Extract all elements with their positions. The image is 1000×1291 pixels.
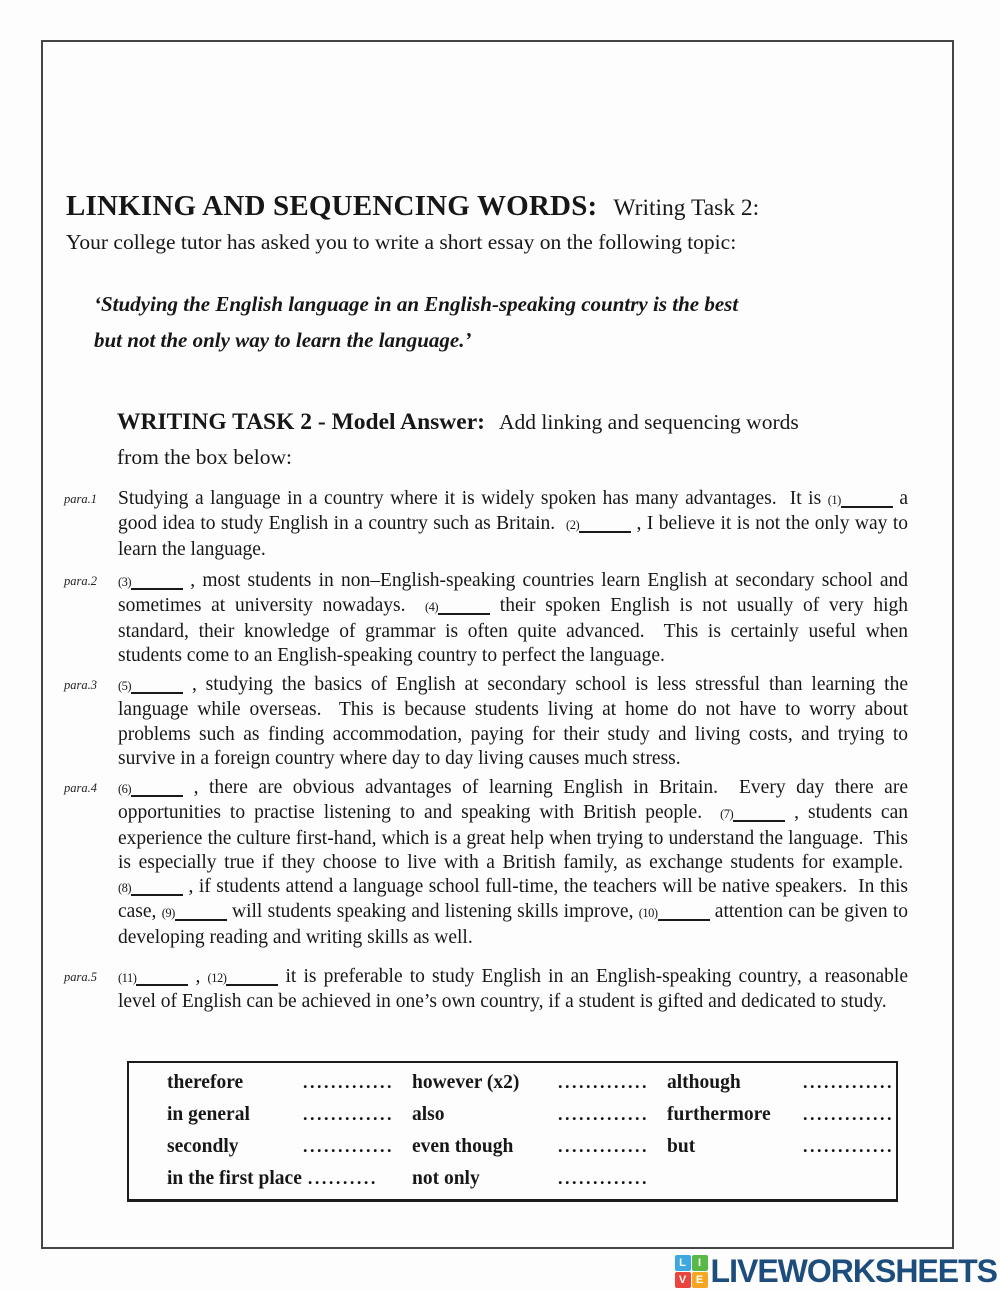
blank-number: (11) (118, 971, 137, 985)
word-box-cell (167, 1168, 412, 1200)
blank-line[interactable] (841, 502, 893, 508)
word-option: also (412, 1104, 445, 1125)
blank-number: (10) (638, 906, 658, 921)
dotted-line: ............. (558, 1072, 649, 1092)
word-box (127, 1061, 898, 1202)
word-box-cell (667, 1136, 894, 1168)
blank-line[interactable] (733, 816, 785, 822)
blank-5[interactable] (118, 674, 183, 695)
word-option: in general (167, 1104, 250, 1125)
para-label-5: para.5 (64, 970, 97, 984)
task-heading-line2: from the box below: (117, 445, 292, 469)
task-heading-line1 (117, 406, 799, 441)
title-main: LINKING AND SEQUENCING WORDS: (66, 190, 598, 222)
intro-line: Your college tutor has asked you to write a short essay on the following topic: (66, 230, 737, 254)
blank-line[interactable] (226, 980, 278, 986)
blank-number: (7) (720, 807, 734, 822)
blank-number: (4) (424, 600, 439, 615)
logo-square-i: I (692, 1255, 708, 1271)
page-title (66, 190, 759, 223)
blank-number: (9) (161, 906, 175, 921)
paragraph-1: Studying a language in a country where it is widely spoken has many advantages. It is (1) a good idea to study English in a country such as Britain. (2) , I believe it is not the only way to learn the language. (118, 488, 909, 560)
blank-4[interactable] (425, 595, 490, 616)
dotted-line: ............. (803, 1136, 894, 1156)
word-option: furthermore (667, 1104, 771, 1125)
blank-number: (3) (118, 575, 132, 589)
blank-11[interactable] (118, 966, 188, 987)
word-option: secondly (167, 1136, 239, 1157)
blank-line[interactable] (175, 915, 227, 921)
blank-line[interactable] (136, 980, 188, 986)
blank-9[interactable] (162, 901, 227, 922)
blank-number: (1) (827, 493, 841, 507)
paragraph-4: (6) , there are obvious advantages of learning English in Britain. Every day there are opportunities to practise listening to and speaking with British people. (7) , students can experience the culture first-hand, which is a great help when trying to understand the language. This is especially true if they choose to live with a British family, as exchange students for example. (8) , if students attend a language school full-time, the teachers will be native speakers. In this case, (9) will students speaking and listening skills improve, (10) attention can be given to developing reading and writing skills as well. (118, 777, 908, 948)
blank-10[interactable] (639, 901, 710, 922)
quote-line-2: but not the only way to learn the language.’ (94, 328, 472, 352)
blank-8[interactable] (118, 876, 183, 897)
blank-3[interactable] (118, 570, 183, 591)
dotted-line: .......... (307, 1168, 378, 1188)
blank-line[interactable] (131, 688, 183, 694)
para-label-4: para.4 (64, 781, 97, 795)
word-box-cell (167, 1136, 412, 1168)
blank-12[interactable] (208, 966, 279, 987)
paragraph-3: (5) , studying the basics of English at secondary school is less stressful than learning the language while overseas. This is because students living at home do not have to worry about problems such as finding accommodation, paying for their study and living costs, and trying to survive in a foreign country where day to day living causes much stress. (118, 674, 908, 769)
blank-number: (6) (118, 782, 132, 796)
blank-line[interactable] (658, 915, 710, 921)
quote-line-1: ‘Studying the English language in an English-speaking country is the best (94, 292, 739, 316)
blank-6[interactable] (118, 777, 183, 798)
word-option: although (667, 1072, 741, 1093)
dotted-line: ............. (303, 1136, 394, 1156)
blank-line[interactable] (579, 527, 631, 533)
dotted-line: ............. (558, 1136, 649, 1156)
word-box-cell (412, 1104, 667, 1136)
dotted-line: ............. (803, 1104, 894, 1124)
word-option: not only (412, 1168, 480, 1189)
task-heading-regular: Add linking and sequencing words (498, 410, 799, 434)
blank-line[interactable] (131, 890, 183, 896)
title-sub: Writing Task 2: (613, 195, 760, 221)
liveworksheets-brand: LIVEWORKSHEETS (710, 1253, 997, 1289)
blank-2[interactable] (566, 513, 631, 534)
blank-7[interactable] (720, 802, 785, 823)
word-option: even though (412, 1136, 514, 1157)
dotted-line: ............. (558, 1168, 649, 1188)
liveworksheets-logo (675, 1255, 708, 1288)
word-option: but (667, 1136, 696, 1157)
word-box-cell (667, 1104, 894, 1136)
dotted-line: ............. (303, 1072, 394, 1092)
footer (675, 1253, 997, 1290)
dotted-line: ............. (803, 1072, 894, 1092)
dotted-line: ............. (558, 1104, 649, 1124)
dotted-line: ............. (303, 1104, 394, 1124)
logo-square-v: V (675, 1272, 691, 1288)
logo-square-l: L (675, 1255, 691, 1271)
blank-number: (8) (118, 881, 132, 896)
word-box-cell-empty (667, 1168, 894, 1200)
word-box-cell (412, 1136, 667, 1168)
para-label-3: para.3 (64, 678, 97, 692)
para-label-1: para.1 (64, 492, 97, 506)
blank-line[interactable] (131, 584, 183, 590)
essay-topic-quote (94, 286, 738, 358)
paragraph-5: (11) , (12) it is preferable to study English in an English-speaking country, a reasonable level of English can be achieved in one’s own country, if a student is gifted and dedicated to study. (118, 966, 909, 1013)
paragraph-2: (3) , most students in non–English-speaking countries learn English at secondary school and sometimes at university nowadays. (4) their spoken English is not usually of very high standard, their knowledge of grammar is often quite advanced. This is certainly useful when students come to an English-speaking country to perfect the language. (118, 570, 908, 666)
blank-1[interactable] (828, 488, 893, 509)
word-box-cell (667, 1072, 894, 1104)
task-heading (117, 406, 799, 474)
blank-line[interactable] (131, 791, 183, 797)
word-box-cell (167, 1104, 412, 1136)
logo-square-e: E (692, 1272, 708, 1288)
word-box-cell (412, 1072, 667, 1104)
blank-line[interactable] (438, 609, 490, 615)
word-option: therefore (167, 1072, 244, 1093)
word-option: in the first place (167, 1168, 302, 1189)
blank-number: (5) (118, 679, 132, 693)
blank-number: (12) (207, 971, 227, 985)
para-label-2: para.2 (64, 574, 97, 588)
blank-number: (2) (566, 518, 580, 533)
word-option: however (x2) (412, 1072, 520, 1093)
task-heading-bold: WRITING TASK 2 - Model Answer: (117, 409, 485, 435)
word-box-cell (167, 1072, 412, 1104)
word-box-cell (412, 1168, 667, 1200)
